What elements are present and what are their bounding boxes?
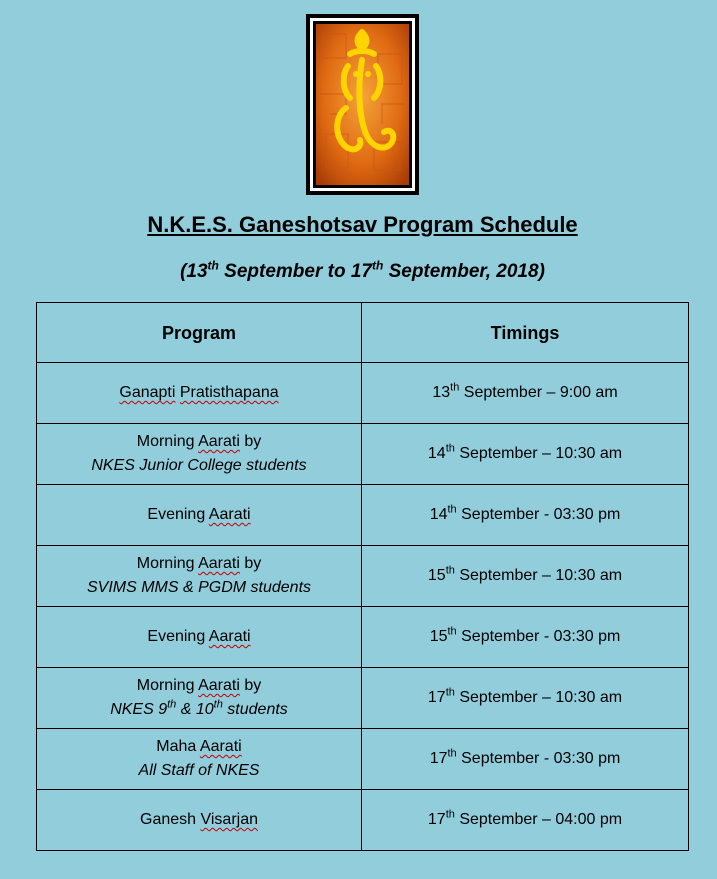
timing-cell: 13th September – 9:00 am <box>362 363 689 424</box>
timing-cell: 14th September - 03:30 pm <box>362 485 689 546</box>
timing-cell: 17th September – 04:00 pm <box>362 790 689 851</box>
ganesha-icon <box>316 24 409 185</box>
program-name: Morning Aarati by <box>136 433 262 450</box>
table-row <box>37 424 689 485</box>
table-row <box>37 668 689 729</box>
program-cell <box>37 729 362 790</box>
program-cell <box>37 485 362 546</box>
program-name: Evening Aarati <box>147 506 251 523</box>
program-name: Morning Aarati by <box>136 555 262 572</box>
column-header-timings: Timings <box>362 303 689 363</box>
program-note: All Staff of NKES <box>138 762 260 779</box>
program-cell <box>37 668 362 729</box>
table-row <box>37 607 689 668</box>
program-name: Ganesh Visarjan <box>140 811 258 828</box>
page-title: N.K.E.S. Ganeshotsav Program Schedule <box>147 212 578 237</box>
timing-cell: 15th September – 10:30 am <box>362 546 689 607</box>
program-name: Maha Aarati <box>156 738 242 755</box>
program-name: Evening Aarati <box>147 628 251 645</box>
table-row <box>37 729 689 790</box>
program-cell <box>37 424 362 485</box>
program-note: NKES Junior College students <box>91 457 307 474</box>
program-name: Morning Aarati by <box>136 677 262 694</box>
program-cell <box>37 790 362 851</box>
column-header-program: Program <box>37 303 362 363</box>
table-header-row <box>37 303 689 363</box>
table-row <box>37 546 689 607</box>
program-cell <box>37 363 362 424</box>
schedule-table <box>36 302 689 851</box>
ganesha-logo <box>306 14 419 195</box>
timing-cell: 15th September - 03:30 pm <box>362 607 689 668</box>
timing-cell: 17th September - 03:30 pm <box>362 729 689 790</box>
timing-cell: 14th September – 10:30 am <box>362 424 689 485</box>
program-note: NKES 9th & 10th students <box>110 698 288 718</box>
timing-cell: 17th September – 10:30 am <box>362 668 689 729</box>
program-cell <box>37 546 362 607</box>
date-range-subtitle: (13th September to 17th September, 2018) <box>180 258 545 282</box>
table-row <box>37 790 689 851</box>
table-row <box>37 485 689 546</box>
table-row <box>37 363 689 424</box>
program-cell <box>37 607 362 668</box>
program-note: SVIMS MMS & PGDM students <box>86 579 312 596</box>
program-name: Ganapti Pratisthapana <box>119 384 279 401</box>
